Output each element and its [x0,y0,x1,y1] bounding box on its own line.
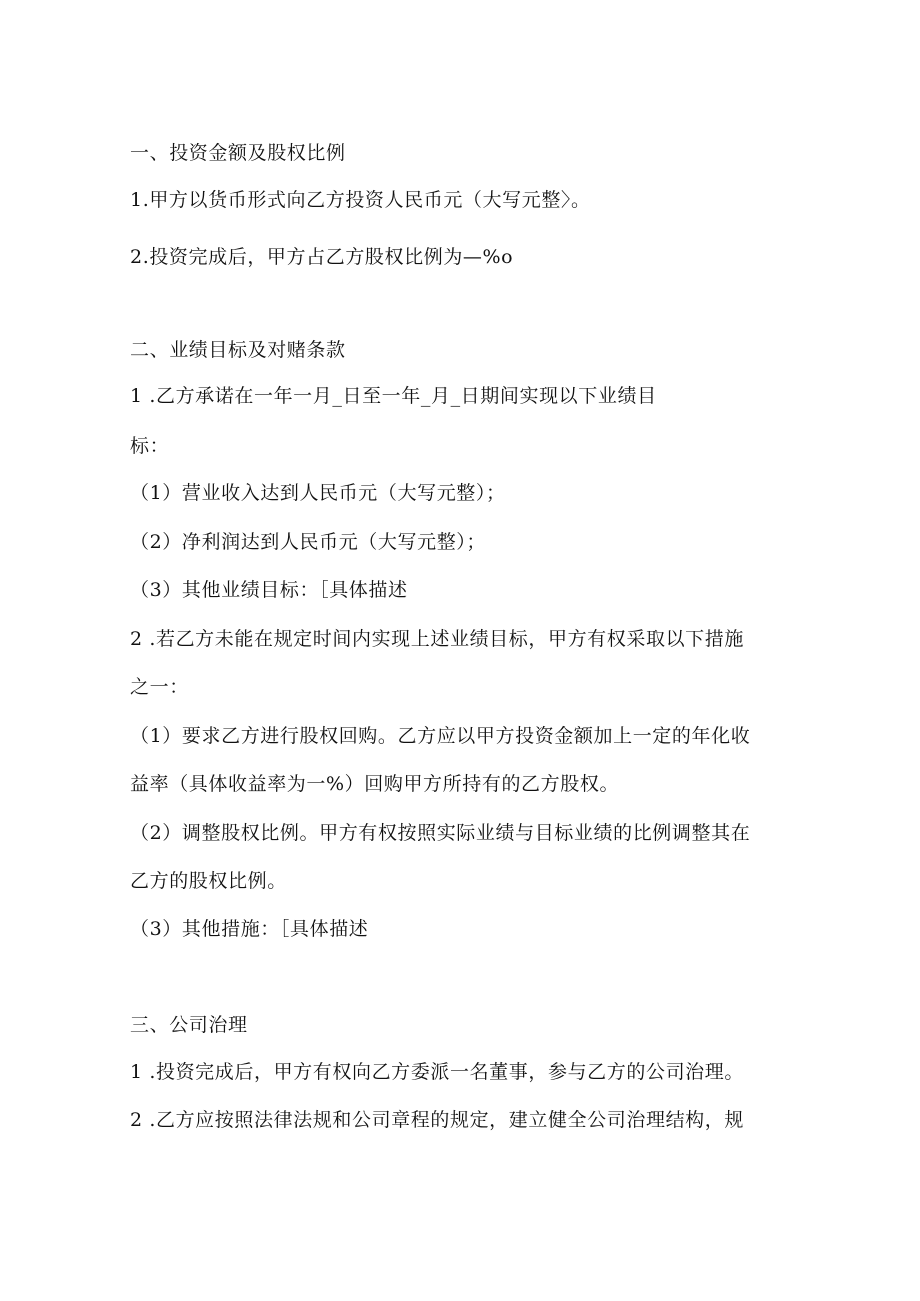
paragraph-line: 1 .乙方承诺在一年一月_日至一年_月_日期间实现以下业绩目 [130,385,657,407]
section-heading-governance: 三、公司治理 [130,1014,248,1036]
paragraph-line: （3）其他措施：［具体描述 [130,918,369,940]
section-heading-performance: 二、业绩目标及对赌条款 [130,339,346,361]
paragraph-line: 2 .若乙方未能在规定时间内实现上述业绩目标，甲方有权采取以下措施 [130,628,744,650]
paragraph-line: 1.甲方以货币形式向乙方投资人民币元（大写元整〉。 [130,189,591,211]
paragraph-line: （2）净利润达到人民币元（大写元整）； [130,531,486,553]
paragraph-line: 益率（具体收益率为一%）回购甲方所持有的乙方股权。 [130,773,620,795]
paragraph-line: （1）要求乙方进行股权回购。乙方应以甲方投资金额加上一定的年化收 [130,725,751,747]
paragraph-line: （3）其他业绩目标：［具体描述 [130,579,408,601]
paragraph-line: 2.投资完成后，甲方占乙方股权比例为—%o [130,246,514,268]
paragraph-line: （2）调整股权比例。甲方有权按照实际业绩与目标业绩的比例调整其在 [130,822,751,844]
paragraph-line: 2 .乙方应按照法律法规和公司章程的规定，建立健全公司治理结构，规 [130,1109,744,1131]
paragraph-line: 标： [130,435,170,457]
section-heading-investment: 一、投资金额及股权比例 [130,142,346,164]
paragraph-line: 乙方的股权比例。 [130,870,287,892]
paragraph-line: 1 .投资完成后，甲方有权向乙方委派一名董事，参与乙方的公司治理。 [130,1061,744,1083]
paragraph-line: 之一： [130,676,189,698]
paragraph-line: （1）营业收入达到人民币元（大写元整）； [130,482,506,504]
